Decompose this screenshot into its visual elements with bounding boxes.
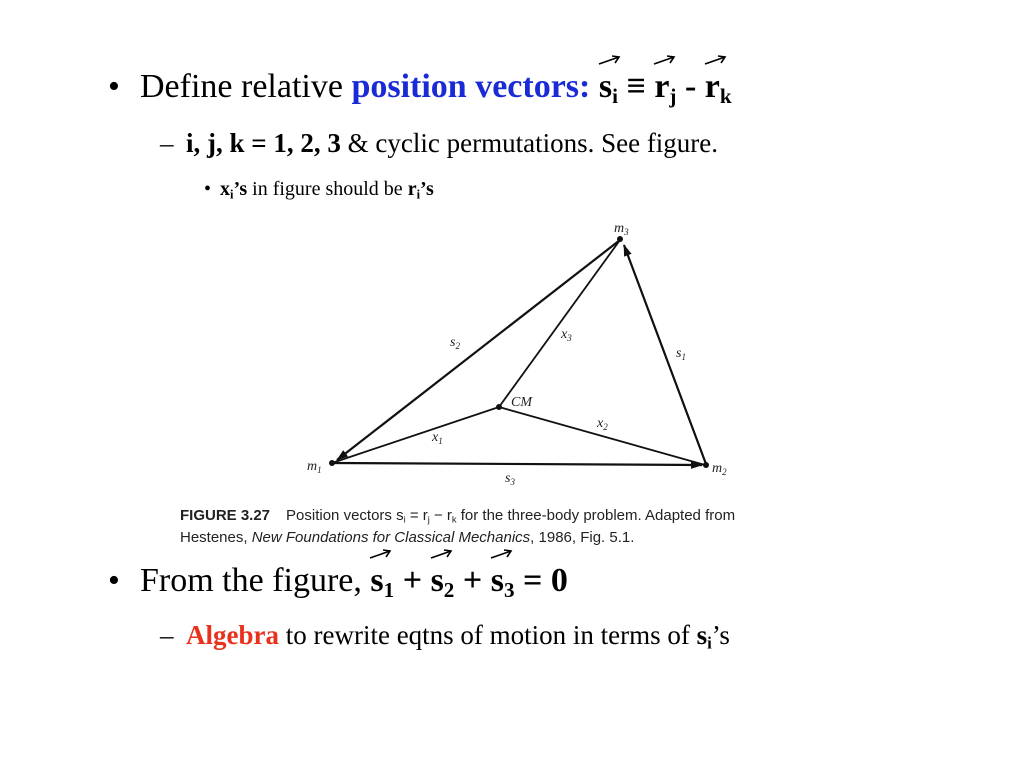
mass-point-m1	[329, 460, 335, 466]
vector-arrow-icon	[703, 54, 729, 68]
vector-arrow-icon	[489, 548, 515, 562]
vector-s3-line	[332, 463, 702, 465]
label-x1: $x_1$	[432, 430, 443, 446]
label-x2: $x_2$	[597, 416, 608, 432]
figure-caption	[180, 505, 735, 549]
vector-x3-line	[499, 240, 620, 407]
algebra-rest-text: to rewrite eqtns of motion in terms of	[278, 620, 697, 650]
plus-sign: +	[454, 562, 491, 599]
sub-bullet-algebra	[160, 620, 730, 651]
bullet-position-vectors	[108, 68, 732, 106]
label-m2: $m_2$	[712, 461, 727, 477]
label-m1: $m_1$	[307, 459, 322, 475]
r-i-term: $r_i’s$	[407, 178, 434, 202]
bullet-dot: •	[204, 178, 212, 200]
sub-sub-bullet-note	[204, 178, 434, 201]
bullet1-lead-text: Define relative	[140, 68, 352, 105]
label-s2: $s_2$	[450, 335, 460, 351]
vector-x1-line	[332, 407, 499, 463]
figure-number: FIGURE 3.27	[180, 507, 271, 524]
vector-s-3: $s_3$	[491, 562, 515, 600]
label-s3: $s_3$	[505, 471, 515, 487]
note-middle-text: in figure should be	[247, 178, 408, 200]
vector-arrow-icon	[652, 54, 678, 68]
bullet-dot: •	[108, 68, 120, 105]
bullet2-lead-text: From the figure,	[140, 562, 371, 599]
label-s1: $s_1$	[676, 346, 686, 362]
indices-bold-text: i, j, k = 1, 2, 3	[186, 128, 341, 158]
caption-line-2: Hestenes, New Foundations for Classical Mechanics, 1986, Fig. 5.1.	[180, 529, 635, 546]
position-vectors-highlight: position vectors:	[351, 68, 591, 105]
vector-r-j: $r_j$	[654, 68, 676, 106]
equals-zero: = 0	[514, 562, 568, 599]
label-cm: CM	[511, 395, 532, 410]
sub-bullet-indices	[160, 128, 718, 159]
mass-point-m2	[703, 462, 709, 468]
vector-arrow-icon	[597, 54, 623, 68]
dash-bullet: –	[160, 128, 174, 158]
cyclic-permutations-text: & cyclic permutations. See figure.	[340, 128, 719, 158]
s-i-term: $s_i$	[696, 620, 712, 653]
equiv-sign: ≡	[617, 68, 655, 105]
mass-point-m3	[617, 236, 623, 242]
cm-point	[496, 404, 502, 410]
caption-line-1: FIGURE 3.27 Position vectors $s_i = r_j - r_k$ for the three-body problem. Adapted from	[180, 507, 736, 525]
vector-s1-line	[624, 245, 706, 464]
bullet-dot: •	[108, 562, 120, 599]
dash-bullet: –	[160, 620, 174, 650]
bullet-sum-identity	[108, 562, 568, 600]
s-i-tail: ’s	[711, 620, 730, 650]
algebra-highlight: Algebra	[186, 620, 279, 650]
vector-arrow-icon	[368, 548, 394, 562]
vector-s-2: $s_2$	[431, 562, 455, 600]
x-i-term: $x_i’s$	[220, 178, 248, 202]
vector-s2-line	[337, 240, 620, 460]
minus-sign: -	[676, 68, 705, 105]
vector-r-k: $r_k$	[705, 68, 732, 106]
vector-arrow-icon	[429, 548, 455, 562]
label-x3: $x_3$	[561, 327, 572, 343]
vector-s-1: $s_1$	[370, 562, 394, 600]
plus-sign: +	[394, 562, 431, 599]
label-m3: $m_3$	[614, 221, 629, 237]
vector-s-i: $s_i$	[599, 68, 618, 106]
